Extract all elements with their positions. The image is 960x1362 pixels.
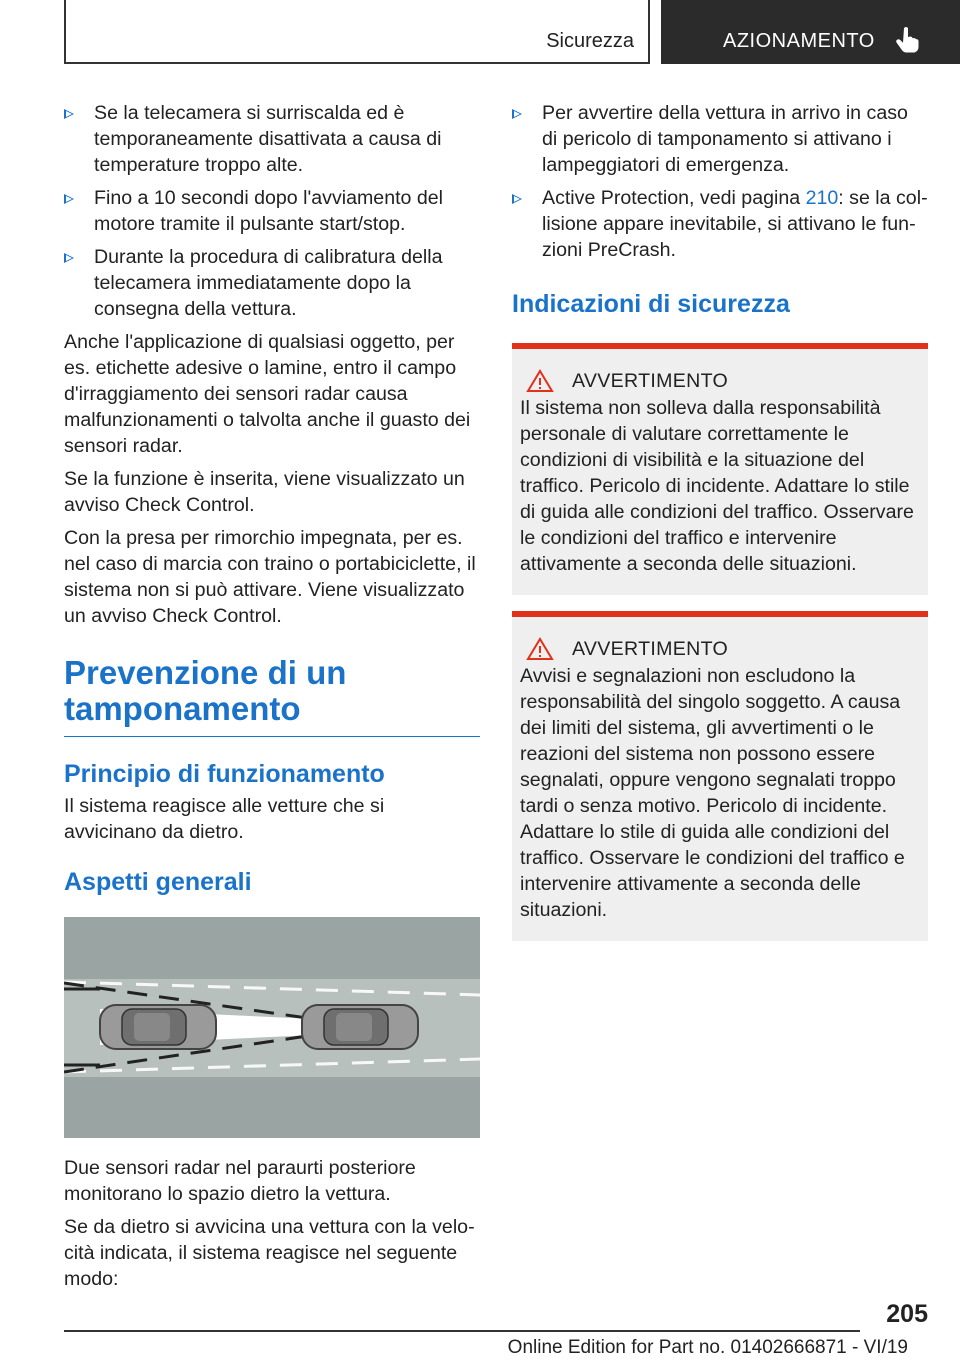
condition-list — [64, 100, 480, 322]
bullet-triangle-icon — [64, 194, 74, 204]
vehicle-rear — [100, 1005, 216, 1049]
rear-radar-illustration — [64, 917, 480, 1138]
paragraph: Il sistema reagisce alle vetture che si avvicinano da dietro. — [64, 795, 385, 843]
list-item: Durante la procedura di calibratura della telecamera immediatamente dopo la consegna della vettura. — [64, 244, 480, 322]
left-column — [64, 100, 480, 1299]
list-item: Active Protection, vedi pagina 210: se la collisione appare inevitabile, si attivano le funzioni PreCrash. — [512, 185, 928, 263]
header-section-label: Sicurezza — [546, 30, 634, 52]
warning-text: Il sistema non solleva dalla responsabilità personale di valutare correttamente le condizioni di visibilità e la situazione del traffico. Pericolo di incidente. Adattare lo stile di guida alle condizioni del traffico. Osservare le condizioni del traffico e intervenire attivamente a seconda delle situazioni. — [520, 397, 914, 575]
footer-edition: Online Edition for Part no. 01402666871 - VI/19 — [507, 1337, 908, 1358]
list-item: Per avvertire della vettura in arrivo in caso di pericolo di tamponamento si attivano i lampeggiatori di emergenza. — [512, 100, 928, 178]
right-column — [512, 100, 928, 957]
warning-header — [520, 369, 920, 393]
warning-box — [512, 343, 928, 595]
paragraph: Se da dietro si avvicina una vettura con la velocità indicata, il sistema reagisce nel seguente modo: — [64, 1216, 475, 1290]
warning-title: AVVERTIMENTO — [572, 369, 729, 392]
list-item: Fino a 10 secondi dopo l'avviamento del motore tramite il pulsante start/stop. — [64, 185, 480, 237]
paragraph: Con la presa per rimorchio impegnata, per es. nel caso di marcia con traino o portabiciclette, il sistema non si può attivare. Viene visualizzato un avviso Check Control. — [64, 527, 476, 627]
paragraph: Due sensori radar nel paraurti posteriore monitorano lo spazio dietro la vettura. — [64, 1157, 416, 1205]
section-title: Indicazioni di sicurezza — [512, 290, 790, 318]
list-item: Se la telecamera si surriscalda ed è temporaneamente disattivata a causa di temperature troppo alte. — [64, 100, 480, 178]
warning-box — [512, 611, 928, 941]
chapter-title: Prevenzione di un tamponamento — [64, 655, 480, 737]
paragraph: Anche l'applicazione di qualsiasi oggetto, per es. etichette adesive o lamine, entro il campo d'irraggiamento dei sensori radar causa malfunzionamenti o talvolta anche il guasto dei sensori radar. — [64, 331, 471, 457]
reaction-list — [512, 100, 928, 263]
warning-triangle-icon — [526, 369, 554, 393]
bullet-triangle-icon — [512, 109, 522, 119]
bullet-triangle-icon — [64, 109, 74, 119]
page-header — [0, 0, 960, 66]
page-number: 205 — [886, 1300, 928, 1328]
page-reference-link[interactable]: 210 — [805, 187, 839, 209]
bullet-triangle-icon — [512, 194, 522, 204]
paragraph: Se la funzione è inserita, viene visualizzato un avviso Check Control. — [64, 468, 465, 516]
warning-header — [520, 637, 920, 661]
vehicle-approaching — [302, 1005, 418, 1049]
subsection-title: Aspetti generali — [64, 868, 252, 896]
footer-divider — [64, 1330, 860, 1332]
warning-triangle-icon — [526, 637, 554, 661]
header-section-box — [64, 0, 650, 64]
hand-pointer-icon — [895, 26, 921, 54]
bullet-triangle-icon — [64, 253, 74, 263]
warning-text: Avvisi e segnalazioni non escludono la responsabilità del singolo soggetto. A causa dei limiti del sistema, gli avvertimenti o le reazioni del sistema non possono essere segnalati, oppure vengono segnalati troppo tardi o senza motivo. Pericolo di incidente. Adattare lo stile di guida alle condizioni del traffico. Osservare le condizioni del traffico e intervenire attivamente a seconda delle situazioni. — [520, 665, 905, 921]
warning-title: AVVERTIMENTO — [572, 637, 729, 660]
header-chapter-box — [661, 0, 960, 64]
header-chapter-label: AZIONAMENTO — [723, 30, 875, 52]
subsection-title: Principio di funzionamento — [64, 760, 385, 788]
